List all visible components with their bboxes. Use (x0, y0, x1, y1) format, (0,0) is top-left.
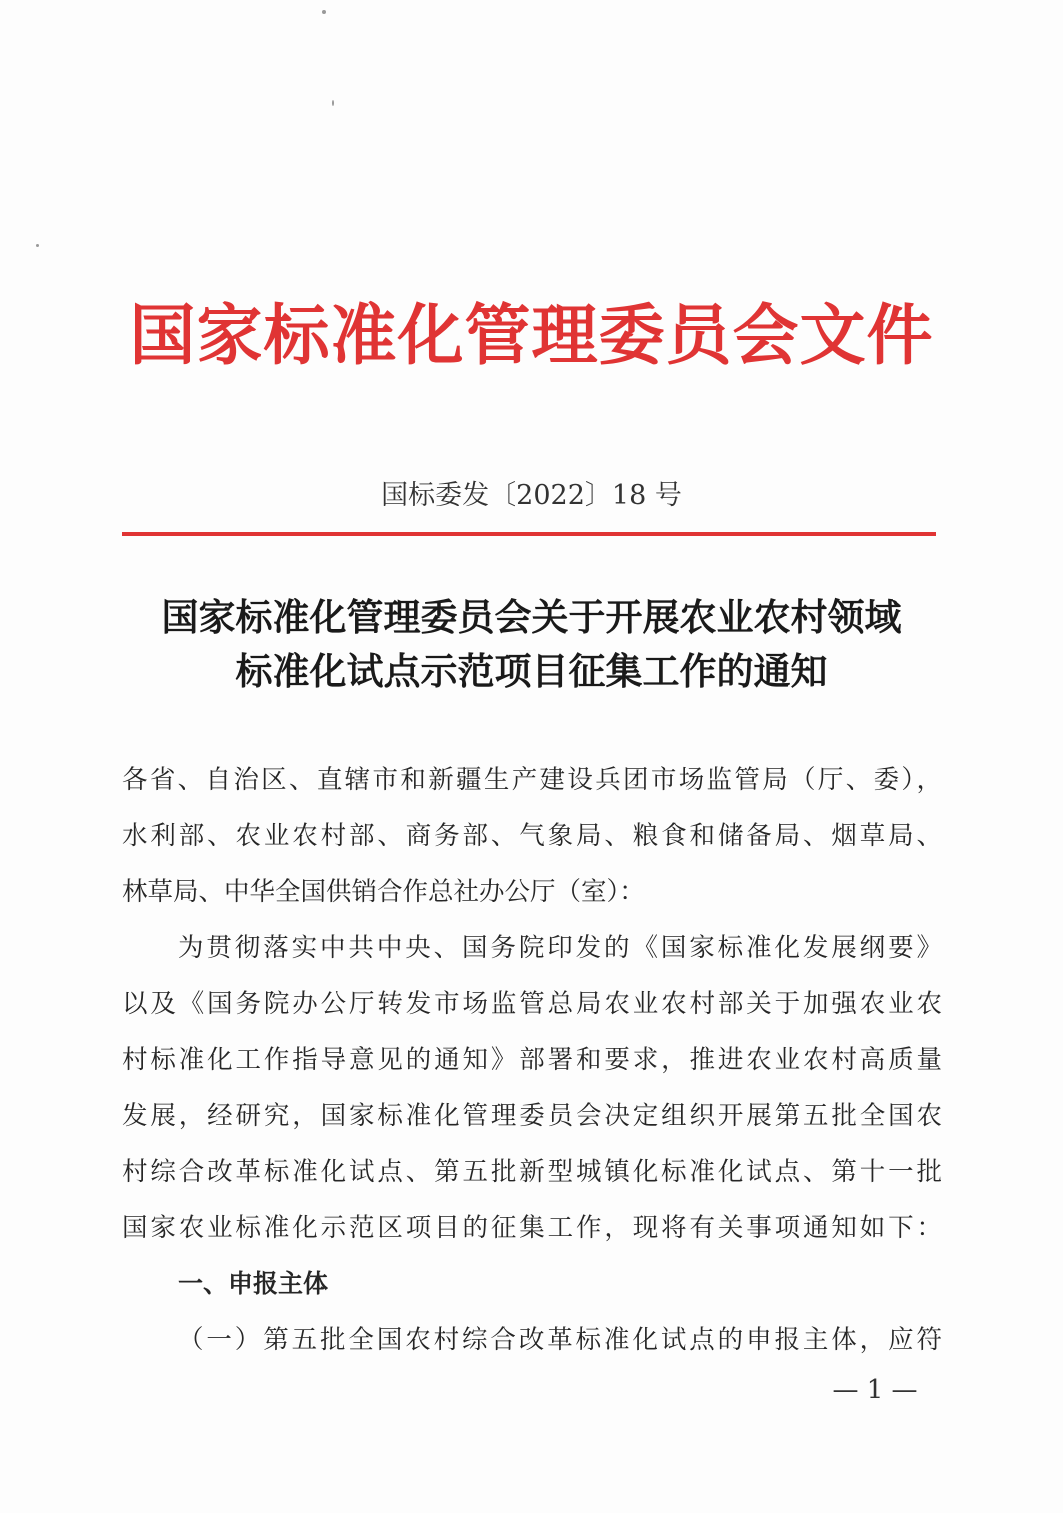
scan-speck (36, 244, 39, 247)
scan-speck (332, 100, 334, 106)
document-title (100, 590, 963, 698)
addressee-line: 各省、自治区、直辖市和新疆生产建设兵团市场监管局（厅、委）， (122, 765, 942, 795)
paragraph-line: 为贯彻落实中共中央、国务院印发的《国家标准化发展纲要》 (178, 933, 942, 963)
addressee-line: 水利部、农业农村部、商务部、气象局、粮食和储备局、烟草局、 (122, 821, 942, 851)
red-divider-line (122, 532, 936, 536)
document-number: 国标委发〔2022〕18 号 (381, 480, 682, 511)
page-number: — 1 — (832, 1375, 918, 1405)
document-body (122, 752, 942, 1368)
section-heading: 一、申报主体 (178, 1269, 329, 1298)
paragraph-line: 以及《国务院办公厅转发市场监管总局农业农村部关于加强农业农 (122, 989, 942, 1019)
section-item-line: （一）第五批全国农村综合改革标准化试点的申报主体，应符 (178, 1325, 942, 1355)
paragraph-line: 国家农业标准化示范区项目的征集工作，现将有关事项通知如下： (122, 1213, 942, 1243)
paragraph-line: 村综合改革标准化试点、第五批新型城镇化标准化试点、第十一批 (122, 1157, 942, 1187)
title-line-2: 标准化试点示范项目征集工作的通知 (235, 649, 828, 693)
addressee-line: 林草局、中华全国供销合作总社办公厅（室）： (122, 877, 645, 907)
title-line-1: 国家标准化管理委员会关于开展农业农村领域 (161, 595, 902, 639)
scan-speck (322, 10, 326, 14)
paragraph-line: 村标准化工作指导意见的通知》部署和要求，推进农业农村高质量 (122, 1045, 942, 1075)
document-masthead: 国家标准化管理委员会文件 (129, 297, 934, 374)
paragraph-line: 发展，经研究，国家标准化管理委员会决定组织开展第五批全国农 (122, 1101, 942, 1131)
